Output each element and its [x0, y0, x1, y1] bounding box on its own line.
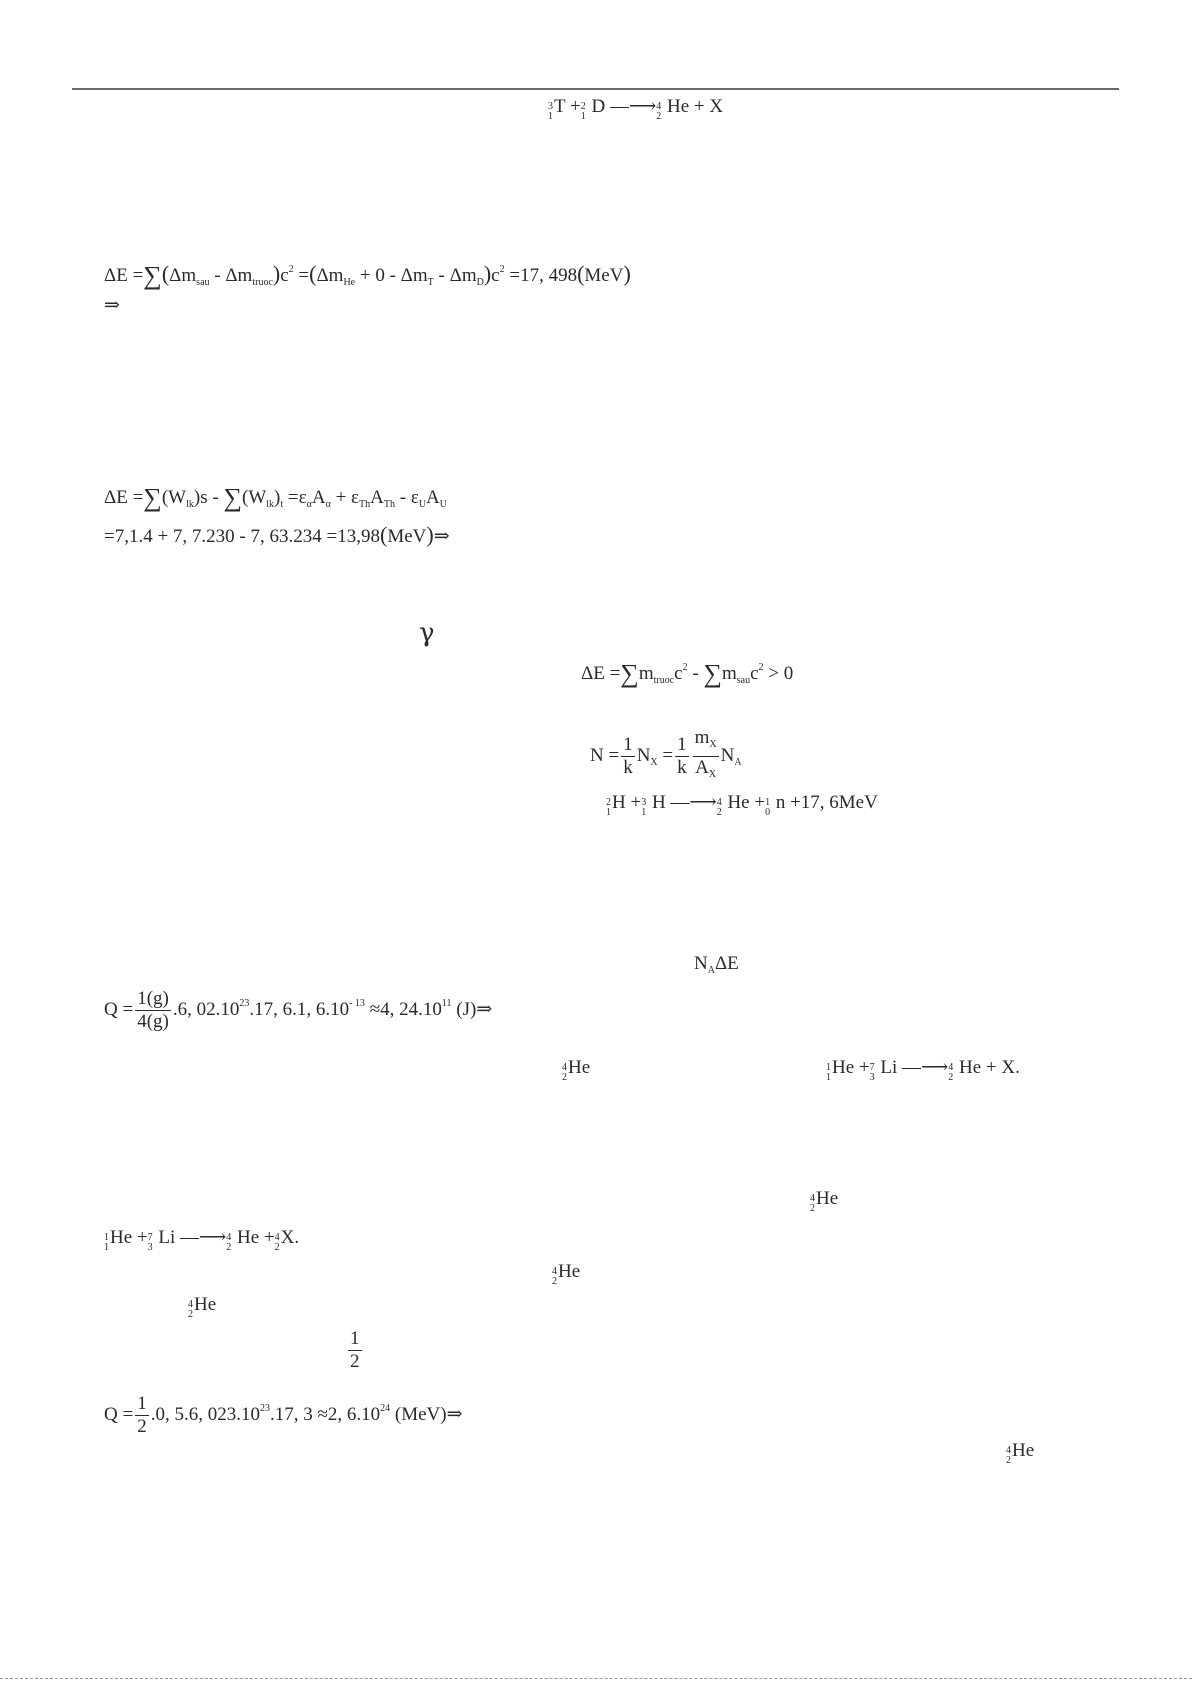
header-rule [72, 88, 1119, 90]
particle-count-formula: N = $\frac{1}{k}$ $N_X$ = $\frac{1}{k}$ $\frac{m_X}{A_X}$ $N_A$ [590, 727, 742, 780]
energy-condition-formula: $\Delta E =\sum m_{truoc}c^2 - \sum m_{sau}c^2 > 0$ [581, 659, 794, 688]
reaction-proton-lithium: 1 1 He + 7 3 Li —⟶ 4 2 He + X. [826, 1057, 1020, 1083]
fusion-reaction-deuterium-tritium: 2 1 H + 3 1 H —⟶ 4 2 He + 1 0 n +17, 6MeV [606, 792, 878, 818]
helium-nucleus-symbol: 4 2 He [562, 1057, 591, 1083]
energy-mass-defect-formula: $\Delta E =\sum(\Delta m_{sau} - \Delta m_{truoc})c^2 =(\Delta m_{He} + 0 - \Delta m_T - \Delta m_D)c^2 =17$, 498(MeV) [104, 261, 631, 290]
binding-energy-result: =7,1.4 + 7, 7.230 - 7, 63.234 =13,98(MeV)⇒ [104, 522, 450, 547]
helium-nucleus-symbol-4: 4 2 He [188, 1294, 217, 1320]
energy-binding-formula: $\Delta E =\sum(W_{lk})s - \sum(W_{lk})_t =\varepsilon_\alpha A_\alpha + \varepsilon_{Th}A_{Th} - \varepsilon_UA_U$ [104, 483, 448, 512]
gamma-symbol: γ [419, 618, 435, 648]
helium-nucleus-symbol-3: 4 2 He [552, 1261, 581, 1287]
heat-released-joules-formula: Q = $\frac{1(g)}{4(g)}$ .6, 02.10$^{23}$.17, 6.1, $6.10^{- 13} \approx 4$, 24.10$^{11}$ (J)⇒ [104, 988, 493, 1032]
avogadro-energy-product: $N_A\Delta E$ [694, 953, 739, 976]
reaction-tritium-deuterium: 3 1 T + 2 1 D —⟶ 4 2 He + X [548, 96, 724, 122]
heat-released-mev-formula: Q = $\frac{1}{2}$ .0, 5.6, 023.10$^{23}$.17, 3 ≈2, 6.10$^{24}$ (MeV)⇒ [104, 1393, 463, 1437]
one-half-fraction: $\frac{1}{2}$ [350, 1328, 360, 1372]
reaction-proton-lithium-alpha: 1 1 He + 7 3 Li —⟶ 4 2 He + 4 2 X. [104, 1227, 300, 1253]
helium-nucleus-symbol-2: 4 2 He [810, 1188, 839, 1214]
implies-symbol: ⇒ [104, 295, 120, 316]
footer-rule [0, 1678, 1192, 1679]
helium-nucleus-symbol-5: 4 2 He [1006, 1440, 1035, 1466]
